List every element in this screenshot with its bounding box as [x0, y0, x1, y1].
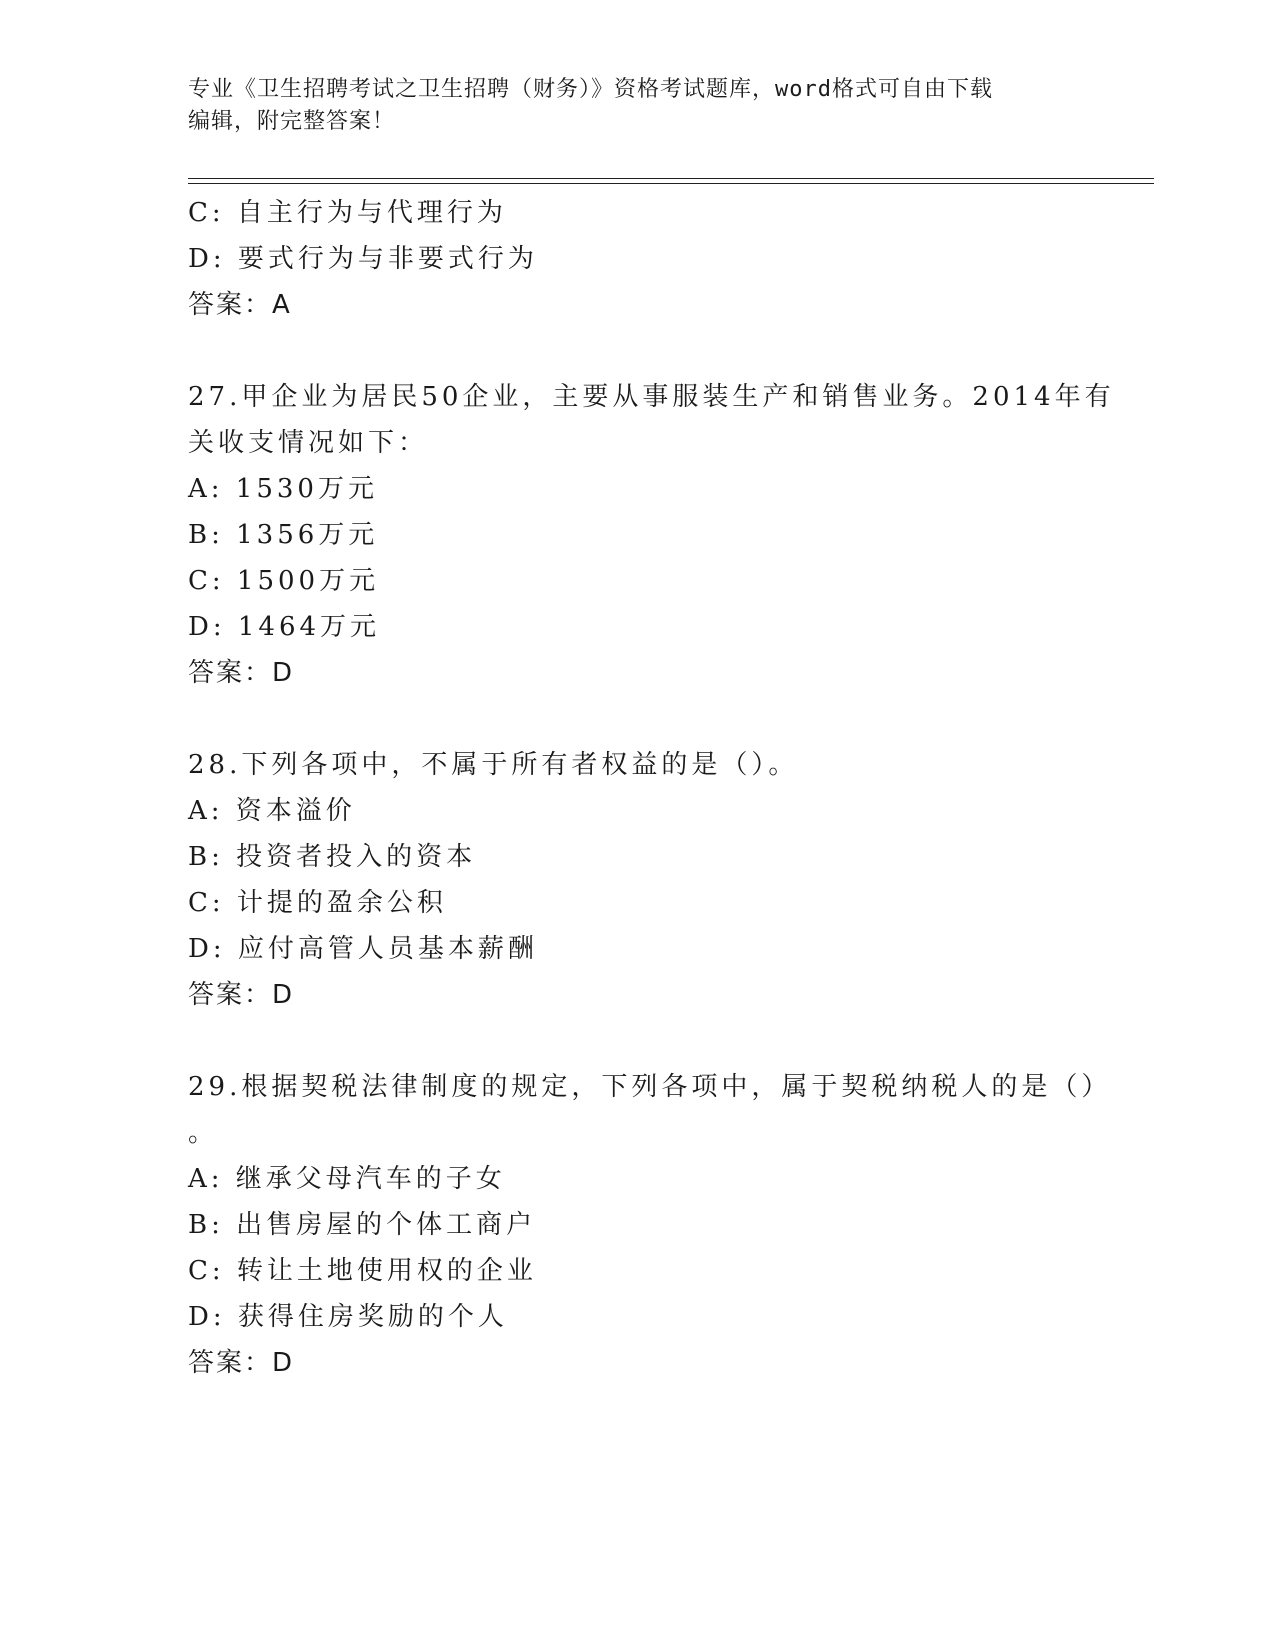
option-d: D: 应付高管人员基本薪酬 [188, 934, 538, 964]
header-divider-bottom [188, 183, 1154, 184]
question-block-28 [188, 742, 1088, 1018]
answer-label: 答案：D [188, 980, 295, 1010]
option-a: A: 资本溢价 [188, 796, 356, 826]
option-d: D: 获得住房奖励的个人 [188, 1302, 508, 1332]
option-b: B: 1356万元 [188, 520, 379, 550]
spacer [188, 696, 1088, 742]
option-d: D: 要式行为与非要式行为 [188, 244, 538, 274]
question-block-prev [188, 190, 1088, 328]
option-c: C: 转让土地使用权的企业 [188, 1256, 537, 1286]
option-c: C: 1500万元 [188, 566, 380, 596]
option-a: A: 1530万元 [188, 474, 378, 504]
question-stem: 29.根据契税法律制度的规定，下列各项中，属于契税纳税人的是（） [188, 1072, 1112, 1102]
header-divider-top [188, 178, 1154, 179]
question-block-29 [188, 1064, 1112, 1386]
header-line-2: 编辑，附完整答案！ [188, 109, 396, 134]
question-stem-continued: 关收支情况如下： [188, 428, 429, 458]
option-a: A: 继承父母汽车的子女 [188, 1164, 506, 1194]
answer-label: 答案：D [188, 1348, 295, 1378]
document-header [188, 74, 1068, 138]
spacer [188, 328, 1088, 374]
option-b: B: 投资者投入的资本 [188, 842, 477, 872]
spacer [188, 1018, 1088, 1064]
question-stem: 27.甲企业为居民50企业，主要从事服装生产和销售业务。2014年有 [188, 382, 1115, 412]
question-stem-continued: 。 [188, 1118, 219, 1148]
header-line-1: 专业《卫生招聘考试之卫生招聘（财务）》资格考试题库，word格式可自由下载 [188, 77, 993, 102]
answer-label: 答案：D [188, 658, 295, 688]
option-c: C: 自主行为与代理行为 [188, 198, 507, 228]
question-block-27 [188, 374, 1115, 696]
option-b: B: 出售房屋的个体工商户 [188, 1210, 537, 1240]
question-list [188, 190, 1115, 1386]
answer-label: 答案：A [188, 290, 292, 320]
option-d: D: 1464万元 [188, 612, 381, 642]
question-stem: 28.下列各项中，不属于所有者权益的是（）。 [188, 750, 799, 780]
option-c: C: 计提的盈余公积 [188, 888, 447, 918]
